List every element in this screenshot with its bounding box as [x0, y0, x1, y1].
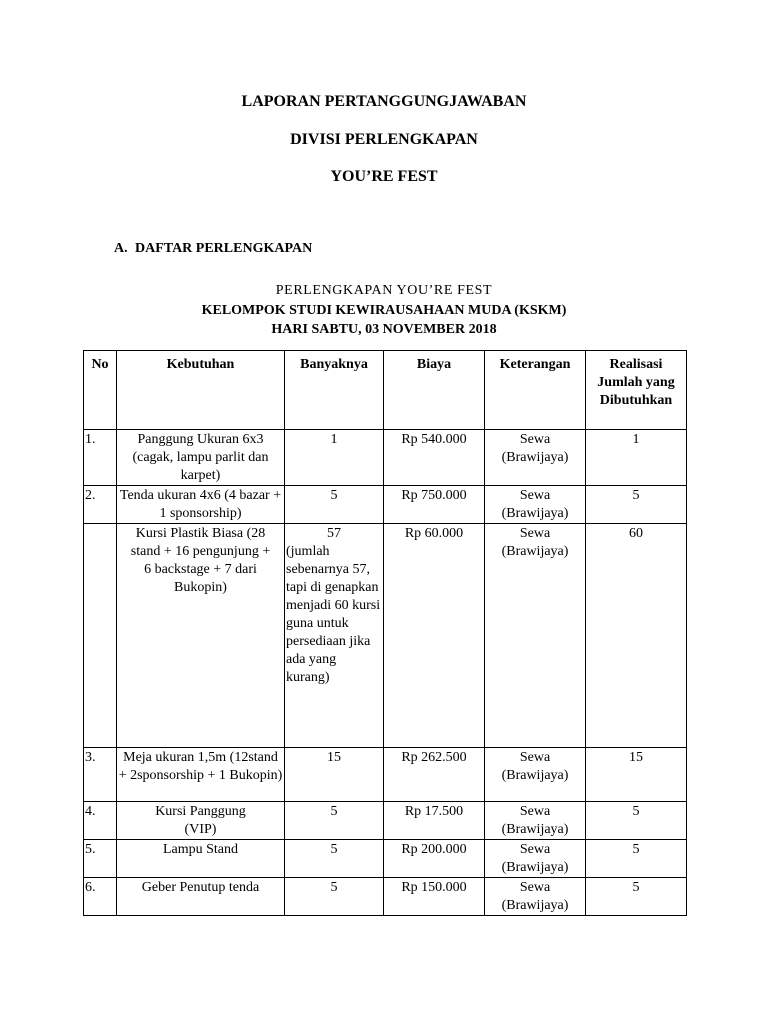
- column-header-biaya: Biaya: [384, 351, 485, 430]
- column-header-realisasi: Realisasi Jumlah yang Dibutuhkan: [586, 351, 687, 430]
- table-row: [84, 878, 687, 916]
- cell-kebutuhan: Kursi Plastik Biasa (28 stand + 16 pengunjung + 6 backstage + 7 dari Bukopin): [117, 524, 285, 748]
- cell-keterangan: Sewa (Brawijaya): [485, 486, 586, 524]
- cell-banyaknya: [285, 524, 384, 748]
- cell-keterangan: Sewa (Brawijaya): [485, 430, 586, 486]
- cell-biaya: Rp 60.000: [384, 524, 485, 748]
- table-row: [84, 524, 687, 748]
- table-row: [84, 840, 687, 878]
- table-row: [84, 748, 687, 802]
- cell-realisasi: 5: [586, 802, 687, 840]
- cell-no: 3.: [84, 748, 117, 802]
- table-row: [84, 486, 687, 524]
- cell-biaya: Rp 200.000: [384, 840, 485, 878]
- report-title: LAPORAN PERTANGGUNGJAWABAN: [241, 93, 527, 110]
- section-letter: A.: [114, 241, 128, 256]
- cell-kebutuhan: Kursi Panggung (VIP): [117, 802, 285, 840]
- column-header-keterangan: Keterangan: [485, 351, 586, 430]
- column-header-no: No: [84, 351, 117, 430]
- cell-realisasi: 1: [586, 430, 687, 486]
- cell-kebutuhan: Lampu Stand: [117, 840, 285, 878]
- cell-biaya: Rp 262.500: [384, 748, 485, 802]
- cell-banyaknya: 5: [285, 802, 384, 840]
- cell-realisasi: 15: [586, 748, 687, 802]
- column-header-banyaknya: Banyaknya: [285, 351, 384, 430]
- cell-realisasi: 5: [586, 486, 687, 524]
- cell-keterangan: Sewa (Brawijaya): [485, 802, 586, 840]
- cell-banyaknya: 1: [285, 430, 384, 486]
- cell-no: 2.: [84, 486, 117, 524]
- cell-kebutuhan: Meja ukuran 1,5m (12stand + 2sponsorship + 1 Bukopin): [117, 748, 285, 802]
- table-header-row: [84, 351, 687, 430]
- cell-biaya: Rp 150.000: [384, 878, 485, 916]
- cell-banyaknya: 15: [285, 748, 384, 802]
- cell-keterangan: Sewa (Brawijaya): [485, 878, 586, 916]
- cell-realisasi: 5: [586, 878, 687, 916]
- banyaknya-value: 57: [327, 526, 341, 541]
- cell-keterangan: Sewa (Brawijaya): [485, 748, 586, 802]
- column-header-kebutuhan: Kebutuhan: [117, 351, 285, 430]
- cell-banyaknya: 5: [285, 878, 384, 916]
- cell-no: 5.: [84, 840, 117, 878]
- division-title: DIVISI PERLENGKAPAN: [290, 131, 478, 148]
- table-caption-line2: KELOMPOK STUDI KEWIRAUSAHAAN MUDA (KSKM): [201, 303, 567, 318]
- cell-banyaknya: 5: [285, 840, 384, 878]
- section-heading-text: DAFTAR PERLENGKAPAN: [135, 241, 313, 256]
- cell-keterangan: Sewa (Brawijaya): [485, 524, 586, 748]
- cell-biaya: Rp 17.500: [384, 802, 485, 840]
- event-title: YOU’RE FEST: [330, 168, 438, 185]
- cell-kebutuhan: Tenda ukuran 4x6 (4 bazar + 1 sponsorship): [117, 486, 285, 524]
- section-heading: [114, 241, 312, 257]
- cell-biaya: Rp 750.000: [384, 486, 485, 524]
- cell-realisasi: 60: [586, 524, 687, 748]
- cell-kebutuhan: Panggung Ukuran 6x3 (cagak, lampu parlit dan karpet): [117, 430, 285, 486]
- equipment-table: [83, 350, 687, 916]
- table-row: [84, 430, 687, 486]
- cell-keterangan: Sewa (Brawijaya): [485, 840, 586, 878]
- cell-no: 1.: [84, 430, 117, 486]
- cell-banyaknya: 5: [285, 486, 384, 524]
- table-row: [84, 802, 687, 840]
- cell-kebutuhan: Geber Penutup tenda: [117, 878, 285, 916]
- cell-no: 4.: [84, 802, 117, 840]
- cell-realisasi: 5: [586, 840, 687, 878]
- cell-biaya: Rp 540.000: [384, 430, 485, 486]
- cell-no: 6.: [84, 878, 117, 916]
- cell-no: [84, 524, 117, 748]
- banyaknya-note: (jumlah sebenarnya 57, tapi di genapkan menjadi 60 kursi guna untuk persediaan jika ada yang kurang): [286, 544, 381, 685]
- table-caption-line3: HARI SABTU, 03 NOVEMBER 2018: [271, 322, 497, 337]
- table-caption-line1: PERLENGKAPAN YOU’RE FEST: [275, 283, 493, 298]
